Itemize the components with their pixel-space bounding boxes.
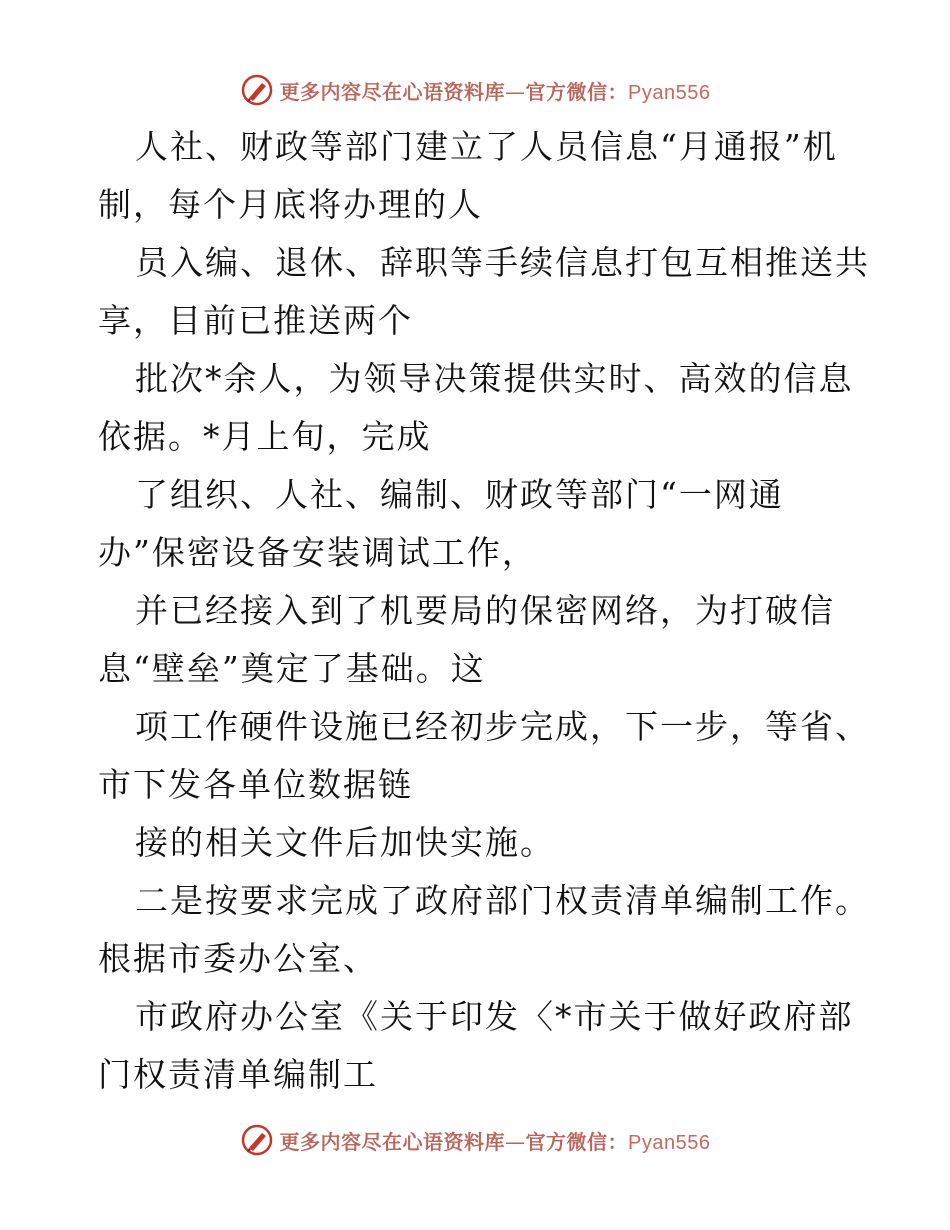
footer-banner-id: Pyan556	[628, 1131, 711, 1154]
text-line: 二是按要求完成了政府部门权责清单编制工作。	[135, 881, 870, 920]
pen-logo-icon	[240, 1123, 274, 1157]
footer-banner-text	[280, 1126, 711, 1155]
header-banner-id: Pyan556	[628, 81, 711, 104]
text-line: 市下发各单位数据链	[98, 765, 413, 804]
document-body	[98, 118, 870, 1104]
header-banner-dash: —	[505, 79, 526, 104]
text-line: 项工作硬件设施已经初步完成，下一步，等省、	[135, 707, 870, 746]
header-banner	[0, 70, 950, 110]
footer-banner-sub: 官方微信：	[525, 1129, 629, 1154]
footer-banner-main: 更多内容尽在心语资料库	[279, 1129, 506, 1154]
header-banner-main: 更多内容尽在心语资料库	[279, 79, 506, 104]
text-line: 批次*余人，为领导决策提供实时、高效的信息	[135, 359, 854, 398]
text-line: 依据。*月上旬，完成	[98, 417, 432, 456]
text-line: 接的相关文件后加快实施。	[135, 823, 555, 862]
text-line: 员入编、退休、辞职等手续信息打包互相推送共	[135, 243, 870, 282]
text-line: 享，目前已推送两个	[98, 301, 413, 340]
text-line: 了组织、人社、编制、财政等部门“一网通	[135, 475, 784, 514]
footer-banner-dash: —	[505, 1129, 526, 1154]
text-line: 办”保密设备安装调试工作，	[98, 533, 537, 572]
text-line: 根据市委办公室、	[98, 939, 378, 978]
text-line: 门权责清单编制工	[98, 1055, 378, 1094]
header-banner-sub: 官方微信：	[525, 79, 629, 104]
text-line: 市政府办公室《关于印发〈*市关于做好政府部	[135, 997, 854, 1036]
footer-banner	[0, 1120, 950, 1160]
text-line: 并已经接入到了机要局的保密网络，为打破信	[135, 591, 835, 630]
header-banner-text	[280, 76, 711, 105]
text-line: 息“壁垒”奠定了基础。这	[98, 649, 486, 688]
text-line: 制，每个月底将办理的人	[98, 185, 483, 224]
text-line: 人社、财政等部门建立了人员信息“月通报”机	[135, 127, 838, 166]
pen-logo-icon	[240, 73, 274, 107]
